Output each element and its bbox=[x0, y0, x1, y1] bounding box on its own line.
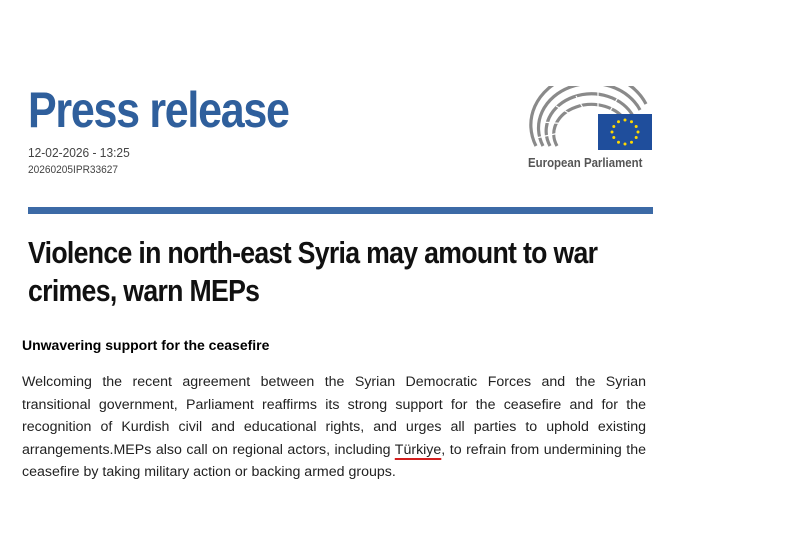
header-divider bbox=[28, 207, 653, 214]
page-title: Press release bbox=[28, 82, 289, 138]
article-subheading: Unwavering support for the ceasefire bbox=[22, 337, 270, 353]
article-body bbox=[22, 371, 646, 484]
eu-flag-icon bbox=[598, 114, 652, 150]
logo-label: European Parliament bbox=[528, 155, 643, 170]
release-datetime: 12-02-2026 - 13:25 bbox=[28, 145, 130, 160]
article-headline: Violence in north-east Syria may amount to war crimes, warn MEPs bbox=[28, 235, 598, 308]
highlighted-term: Türkiye bbox=[394, 441, 442, 458]
body-text-part: , to refrain from undermining the ceasefire by taking military action or backing armed groups. bbox=[22, 441, 647, 481]
body-text-part: Welcoming the recent agreement between the Syrian Democratic Forces and the Syrian transitional government, Parliament reaffirms its strong support for the ceasefire and for the recognition of Kurdish civil and educational rights, and urges all parties to uphold existing arrangements.MEPs also call on regional actors, including bbox=[22, 374, 646, 458]
release-reference: 20260205IPR33627 bbox=[28, 164, 119, 176]
